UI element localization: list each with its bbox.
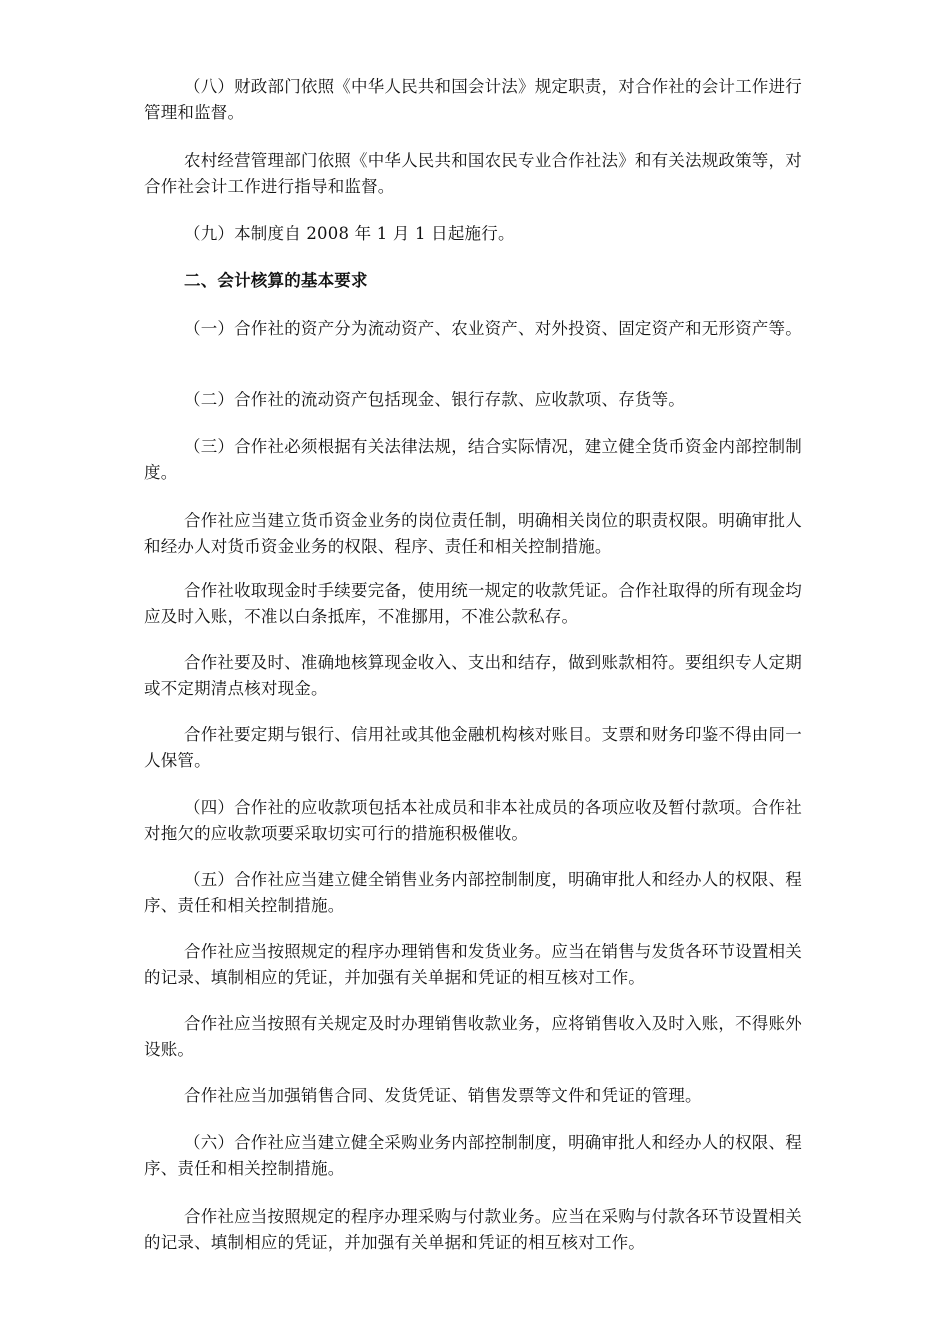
section-heading-basic-requirements: 二、会计核算的基本要求 (184, 271, 368, 290)
paragraph-finance-dept-supervision: （八）财政部门依照《中华人民共和国会计法》规定职责，对合作社的会计工作进行管理和监督。 (144, 77, 802, 122)
paragraph-monetary-funds-control: （三）合作社必须根据有关法律法规，结合实际情况，建立健全货币资金内部控制制度。 (144, 437, 802, 482)
paragraph-post-responsibility: 合作社应当建立货币资金业务的岗位责任制，明确相关岗位的职责权限。明确审批人和经办人对货币资金业务的权限、程序、责任和相关控制措施。 (144, 511, 802, 556)
paragraph-rural-management-guidance: 农村经营管理部门依照《中华人民共和国农民专业合作社法》和有关法规政策等，对合作社会计工作进行指导和监督。 (144, 151, 802, 196)
paragraph-cash-receipts: 合作社收取现金时手续要完备，使用统一规定的收款凭证。合作社取得的所有现金均应及时入账，不准以白条抵库，不准挪用，不准公款私存。 (144, 581, 802, 626)
paragraph-effective-date: （九）本制度自 2008 年 1 月 1 日起施行。 (184, 224, 515, 243)
paragraph-sales-delivery: 合作社应当按照规定的程序办理销售和发货业务。应当在销售与发货各环节设置相关的记录、填制相应的凭证，并加强有关单据和凭证的相互核对工作。 (144, 942, 802, 987)
paragraph-sales-control: （五）合作社应当建立健全销售业务内部控制制度，明确审批人和经办人的权限、程序、责任和相关控制措施。 (144, 870, 802, 915)
paragraph-asset-classification: （一）合作社的资产分为流动资产、农业资产、对外投资、固定资产和无形资产等。 (184, 319, 802, 338)
paragraph-receivables: （四）合作社的应收款项包括本社成员和非本社成员的各项应收及暂付款项。合作社对拖欠的应收款项要采取切实可行的措施积极催收。 (144, 798, 802, 843)
paragraph-purchase-payment: 合作社应当按照规定的程序办理采购与付款业务。应当在采购与付款各环节设置相关的记录、填制相应的凭证，并加强有关单据和凭证的相互核对工作。 (144, 1207, 802, 1252)
paragraph-sales-documents: 合作社应当加强销售合同、发货凭证、销售发票等文件和凭证的管理。 (184, 1086, 702, 1105)
paragraph-cash-accounting: 合作社要及时、准确地核算现金收入、支出和结存，做到账款相符。要组织专人定期或不定期清点核对现金。 (144, 653, 802, 698)
paragraph-purchase-control: （六）合作社应当建立健全采购业务内部控制制度，明确审批人和经办人的权限、程序、责任和相关控制措施。 (144, 1133, 802, 1178)
paragraph-sales-collection: 合作社应当按照有关规定及时办理销售收款业务，应将销售收入及时入账，不得账外设账。 (144, 1014, 802, 1059)
paragraph-current-assets: （二）合作社的流动资产包括现金、银行存款、应收款项、存货等。 (184, 390, 685, 409)
paragraph-bank-reconciliation: 合作社要定期与银行、信用社或其他金融机构核对账目。支票和财务印鉴不得由同一人保管。 (144, 725, 802, 770)
